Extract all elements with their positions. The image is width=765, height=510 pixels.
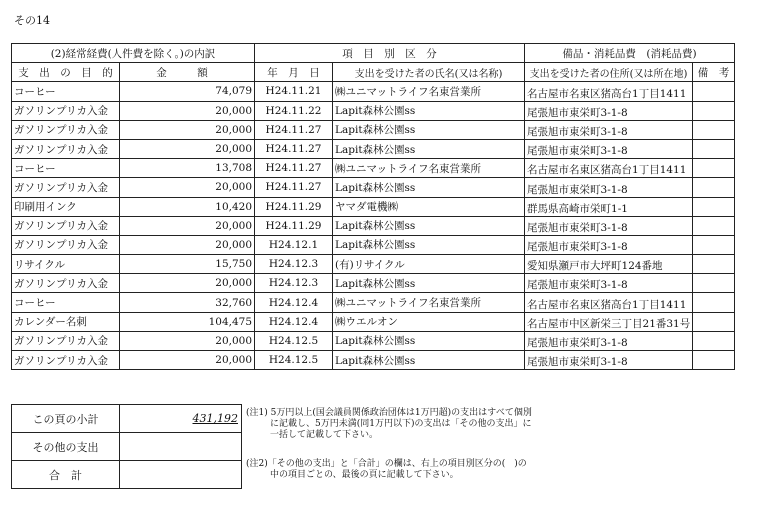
cell-payee-name: ㈱ユニマットライフ名東営業所 (333, 82, 525, 101)
expense-table (11, 43, 735, 370)
cell-date: H24.11.21 (255, 82, 333, 101)
col-amount: 金 額 (120, 63, 255, 82)
cell-remarks (693, 351, 735, 370)
cell-amount: 13,708 (120, 159, 255, 178)
cell-amount: 32,760 (120, 293, 255, 312)
cell-purpose: ガソリンプリカ入金 (12, 120, 120, 139)
subtotal-label: この頁の小計 (12, 405, 120, 433)
cell-remarks (693, 139, 735, 158)
cell-purpose: ガソリンプリカ入金 (12, 274, 120, 293)
cell-payee-name: ㈱ウエルオン (333, 312, 525, 331)
table-row (12, 255, 735, 274)
table-row (12, 82, 735, 101)
cell-payee-name: Lapit森林公園ss (333, 120, 525, 139)
table-row (12, 197, 735, 216)
cell-amount: 20,000 (120, 120, 255, 139)
cell-purpose: ガソリンプリカ入金 (12, 235, 120, 254)
other-row (12, 433, 242, 461)
col-payee-address: 支出を受けた者の住所(又は所在地) (525, 63, 693, 82)
cell-remarks (693, 255, 735, 274)
cell-purpose: ガソリンプリカ入金 (12, 139, 120, 158)
cell-payee-name: Lapit森林公園ss (333, 235, 525, 254)
col-date: 年 月 日 (255, 63, 333, 82)
cell-purpose: ガソリンプリカ入金 (12, 216, 120, 235)
cell-payee-name: Lapit森林公園ss (333, 178, 525, 197)
col-purpose: 支 出 の 目 的 (12, 63, 120, 82)
total-value (120, 461, 242, 489)
table-row (12, 274, 735, 293)
cell-purpose: リサイクル (12, 255, 120, 274)
page-label: その14 (14, 14, 50, 27)
cell-date: H24.11.27 (255, 178, 333, 197)
cell-remarks (693, 197, 735, 216)
cell-purpose: コーヒー (12, 293, 120, 312)
cell-remarks (693, 331, 735, 350)
cell-remarks (693, 178, 735, 197)
cell-amount: 20,000 (120, 351, 255, 370)
cell-payee-address: 群馬県高崎市栄町1-1 (525, 197, 693, 216)
cell-amount: 20,000 (120, 139, 255, 158)
cell-amount: 20,000 (120, 178, 255, 197)
note1-line3: 一括して記載して下さい。 (270, 430, 379, 440)
cell-payee-address: 愛知県瀬戸市大坪町124番地 (525, 255, 693, 274)
cell-payee-name: Lapit森林公園ss (333, 139, 525, 158)
cell-amount: 15,750 (120, 255, 255, 274)
cell-remarks (693, 82, 735, 101)
cell-payee-address: 名古屋市名東区猪高台1丁目1411 (525, 82, 693, 101)
cell-payee-address: 尾張旭市東栄町3-1-8 (525, 351, 693, 370)
table-row (12, 216, 735, 235)
cell-payee-address: 尾張旭市東栄町3-1-8 (525, 101, 693, 120)
cell-payee-address: 尾張旭市東栄町3-1-8 (525, 274, 693, 293)
col-remarks: 備 考 (693, 63, 735, 82)
cell-remarks (693, 216, 735, 235)
cell-purpose: カレンダー名刺 (12, 312, 120, 331)
cell-remarks (693, 235, 735, 254)
total-label: 合 計 (12, 461, 120, 489)
table-row (12, 101, 735, 120)
note-2 (246, 459, 527, 481)
table-row (12, 331, 735, 350)
cell-amount: 104,475 (120, 312, 255, 331)
cell-payee-address: 尾張旭市東栄町3-1-8 (525, 216, 693, 235)
col-payee-name: 支出を受けた者の氏名(又は名称) (333, 63, 525, 82)
cell-payee-name: ㈱ユニマットライフ名東営業所 (333, 293, 525, 312)
note1-line1: (注1) 5万円以上(国会議員関係政治団体は1万円超)の支出はすべて個別 (246, 408, 532, 418)
cell-date: H24.12.5 (255, 351, 333, 370)
cell-remarks (693, 293, 735, 312)
cell-payee-name: (有)リサイクル (333, 255, 525, 274)
other-label: その他の支出 (12, 433, 120, 461)
header-row-2 (12, 63, 735, 82)
cell-payee-name: Lapit森林公園ss (333, 331, 525, 350)
note2-line1: (注2)「その他の支出」と「合計」の欄は、右上の項目別区分の( )の (246, 459, 527, 469)
cell-payee-name: Lapit森林公園ss (333, 274, 525, 293)
note1-line2: に記載し、5万円未満(同1万円以下)の支出は「その他の支出」に (270, 419, 532, 429)
cell-amount: 74,079 (120, 82, 255, 101)
table-row (12, 139, 735, 158)
cell-amount: 10,420 (120, 197, 255, 216)
cell-date: H24.12.3 (255, 255, 333, 274)
cell-payee-name: Lapit森林公園ss (333, 101, 525, 120)
summary-table (11, 404, 242, 489)
table-row (12, 235, 735, 254)
category-label: 項 目 別 区 分 (255, 44, 525, 63)
table-row (12, 178, 735, 197)
note-1 (246, 408, 532, 441)
cell-date: H24.12.1 (255, 235, 333, 254)
cell-payee-name: Lapit森林公園ss (333, 216, 525, 235)
cell-date: H24.12.3 (255, 274, 333, 293)
table-row (12, 351, 735, 370)
cell-payee-name: ㈱ユニマットライフ名東営業所 (333, 159, 525, 178)
cell-date: H24.12.5 (255, 331, 333, 350)
cell-payee-name: ヤマダ電機㈱ (333, 197, 525, 216)
cell-date: H24.11.22 (255, 101, 333, 120)
table-row (12, 293, 735, 312)
cell-date: H24.11.29 (255, 216, 333, 235)
header-row-1 (12, 44, 735, 63)
cell-amount: 20,000 (120, 331, 255, 350)
table-row (12, 159, 735, 178)
section-title: (2)経常経費(人件費を除く。)の内訳 (12, 44, 255, 63)
category-value: 備品・消耗品費 (消耗品費) (525, 44, 735, 63)
cell-payee-address: 名古屋市中区新栄三丁目21番31号 (525, 312, 693, 331)
cell-purpose: ガソリンプリカ入金 (12, 331, 120, 350)
cell-payee-address: 尾張旭市東栄町3-1-8 (525, 139, 693, 158)
cell-purpose: ガソリンプリカ入金 (12, 351, 120, 370)
total-row (12, 461, 242, 489)
cell-payee-address: 尾張旭市東栄町3-1-8 (525, 331, 693, 350)
cell-payee-address: 名古屋市名東区猪高台1丁目1411 (525, 293, 693, 312)
cell-amount: 20,000 (120, 274, 255, 293)
cell-remarks (693, 159, 735, 178)
note2-line2: 中の項目ごとの、最後の頁に記載して下さい。 (270, 470, 459, 480)
cell-payee-address: 尾張旭市東栄町3-1-8 (525, 235, 693, 254)
table-row (12, 120, 735, 139)
cell-amount: 20,000 (120, 216, 255, 235)
cell-date: H24.11.27 (255, 120, 333, 139)
cell-remarks (693, 312, 735, 331)
subtotal-value: 431,192 (120, 405, 242, 433)
cell-date: H24.12.4 (255, 293, 333, 312)
cell-payee-address: 名古屋市名東区猪高台1丁目1411 (525, 159, 693, 178)
cell-remarks (693, 274, 735, 293)
cell-amount: 20,000 (120, 101, 255, 120)
cell-payee-address: 尾張旭市東栄町3-1-8 (525, 120, 693, 139)
cell-purpose: コーヒー (12, 159, 120, 178)
cell-purpose: ガソリンプリカ入金 (12, 178, 120, 197)
cell-date: H24.11.27 (255, 139, 333, 158)
cell-payee-name: Lapit森林公園ss (333, 351, 525, 370)
table-row (12, 312, 735, 331)
cell-purpose: 印刷用インク (12, 197, 120, 216)
subtotal-row (12, 405, 242, 433)
cell-amount: 20,000 (120, 235, 255, 254)
cell-date: H24.11.29 (255, 197, 333, 216)
cell-payee-address: 尾張旭市東栄町3-1-8 (525, 178, 693, 197)
other-value (120, 433, 242, 461)
cell-purpose: コーヒー (12, 82, 120, 101)
cell-date: H24.11.27 (255, 159, 333, 178)
cell-date: H24.12.4 (255, 312, 333, 331)
cell-purpose: ガソリンプリカ入金 (12, 101, 120, 120)
cell-remarks (693, 120, 735, 139)
cell-remarks (693, 101, 735, 120)
